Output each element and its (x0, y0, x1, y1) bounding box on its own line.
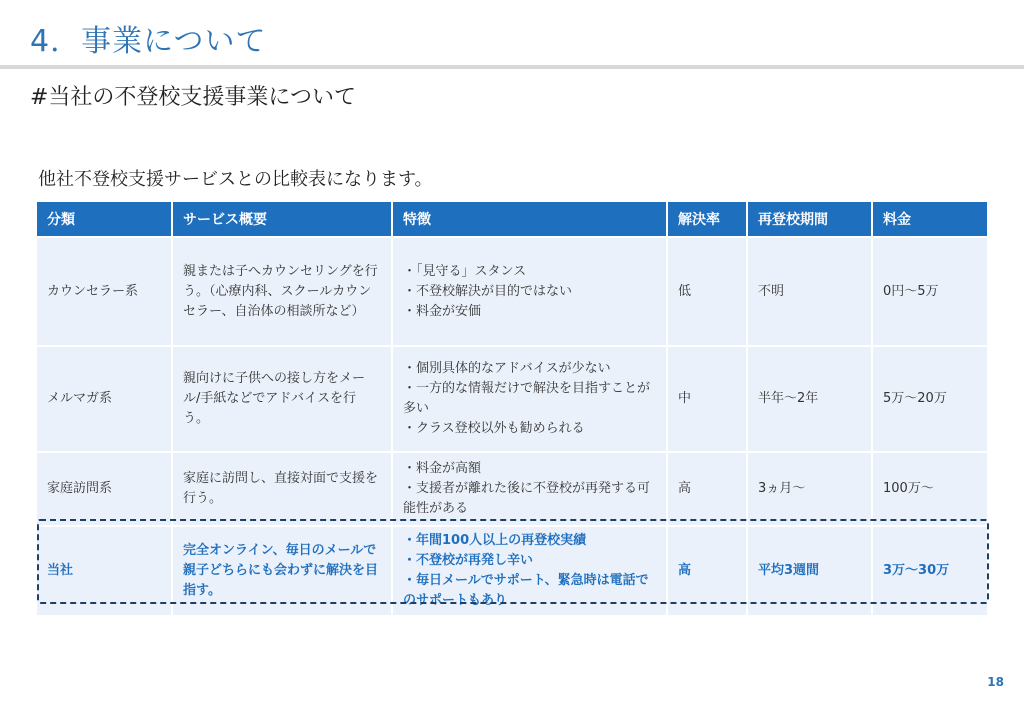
page-title: 4．事業について (30, 24, 267, 59)
comparison-table (37, 202, 987, 615)
header-overview: サービス概要 (172, 202, 392, 237)
cell-rate: 高 (667, 526, 747, 615)
table-row (37, 452, 987, 526)
cell-category: カウンセラー系 (37, 237, 172, 346)
cell-rate: 中 (667, 346, 747, 452)
cell-price: 100万～ (872, 452, 987, 526)
table-row (37, 237, 987, 346)
cell-period: 不明 (747, 237, 872, 346)
intro-text: 他社不登校支援サービスとの比較表になります。 (38, 169, 433, 190)
cell-price: 0円～5万 (872, 237, 987, 346)
cell-price: 5万～20万 (872, 346, 987, 452)
section-subtitle: #当社の不登校支援事業について (30, 85, 356, 110)
cell-overview: 完全オンライン、毎日のメールで親子どちらにも会わずに解決を目指す。 (172, 526, 392, 615)
cell-features: ・「見守る」スタンス ・不登校解決が目的ではない ・料金が安価 (392, 237, 667, 346)
header-rate: 解決率 (667, 202, 747, 237)
cell-features: ・個別具体的なアドバイスが少ない ・一方的な情報だけで解決を目指すことが多い ・クラス登校以外も勧められる (392, 346, 667, 452)
cell-period: 半年～2年 (747, 346, 872, 452)
header-period: 再登校期間 (747, 202, 872, 237)
cell-overview: 親向けに子供への接し方をメール/手紙などでアドバイスを行う。 (172, 346, 392, 452)
cell-features: ・年間100人以上の再登校実績 ・不登校が再発し辛い ・毎日メールでサポート、緊急時は電話でのサポートもあり (392, 526, 667, 615)
table-row (37, 346, 987, 452)
cell-period: 3ヵ月～ (747, 452, 872, 526)
cell-rate: 低 (667, 237, 747, 346)
header-category: 分類 (37, 202, 172, 237)
cell-rate: 高 (667, 452, 747, 526)
title-divider (0, 65, 1024, 69)
cell-period: 平均3週間 (747, 526, 872, 615)
header-features: 特徴 (392, 202, 667, 237)
cell-overview: 家庭に訪問し、直接対面で支援を行う。 (172, 452, 392, 526)
cell-category: メルマガ系 (37, 346, 172, 452)
header-price: 料金 (872, 202, 987, 237)
table-header-row (37, 202, 987, 237)
page-number: 18 (987, 675, 1004, 689)
table-row-own-company (37, 526, 987, 615)
cell-overview: 親または子へカウンセリングを行う。（心療内科、スクールカウンセラー、自治体の相談所など） (172, 237, 392, 346)
cell-category: 当社 (37, 526, 172, 615)
cell-price: 3万～30万 (872, 526, 987, 615)
cell-category: 家庭訪問系 (37, 452, 172, 526)
cell-features: ・料金が高額 ・支援者が離れた後に不登校が再発する可能性がある (392, 452, 667, 526)
